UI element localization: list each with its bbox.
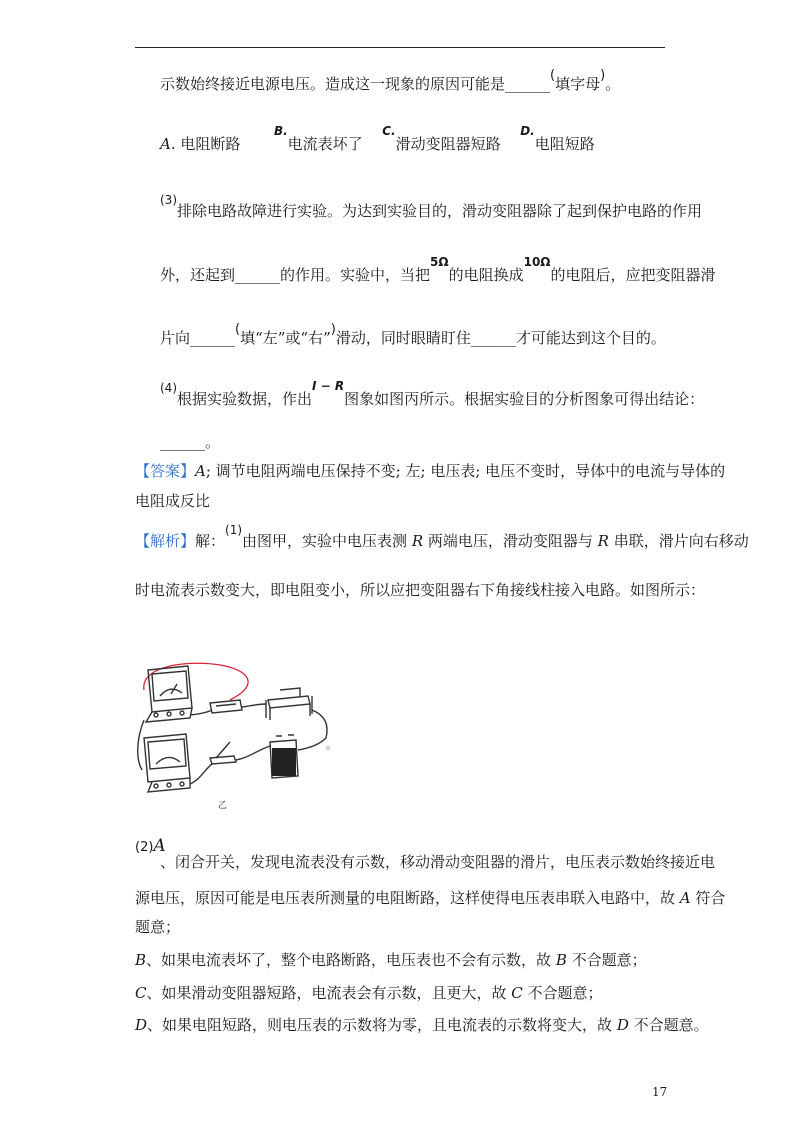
- text: 、闭合开关，发现电流表没有示数，移动滑动变阻器的滑片，电压表示数始终接近电: [160, 853, 716, 871]
- resistance-value: 5Ω: [430, 255, 449, 269]
- text: 不合题意。: [628, 1016, 709, 1034]
- part2-line-3: [135, 917, 180, 937]
- header-rule: [135, 47, 665, 48]
- switch-icon: [210, 756, 236, 764]
- text: 填“左”或“右”: [240, 329, 331, 347]
- text: 才可能达到这个目的。: [515, 329, 666, 347]
- page-number: 17: [652, 1085, 668, 1099]
- text: 示数始终接近电源电压。造成这一现象的原因可能是: [160, 75, 506, 93]
- answer-line-2: [135, 491, 210, 511]
- answer-line-1: [135, 461, 725, 481]
- text-line: [160, 68, 621, 96]
- option-letter-d: D.: [520, 124, 535, 138]
- circuit-diagram: [130, 660, 360, 820]
- text: 时电流表示数变大，即电阻变小，所以应把变阻器右下角接线柱接入电路。如图所示：: [135, 581, 706, 599]
- option-letter-b: B.: [273, 124, 288, 138]
- part2-line-d: [135, 1015, 709, 1035]
- figure-period: 。: [326, 738, 337, 751]
- text: 符合: [690, 889, 726, 907]
- answer-blank: ______: [190, 329, 236, 347]
- option-letter-a: A: [160, 135, 171, 153]
- options-line: [160, 124, 595, 155]
- question-number: (3): [160, 193, 177, 207]
- text: 填字母: [555, 75, 601, 93]
- answer-tag: 【答案】: [135, 462, 196, 480]
- text: 外，还起到: [160, 266, 236, 284]
- option-letter: B: [555, 951, 567, 969]
- answer-blank: ______: [470, 329, 516, 347]
- answer-blank: ______: [235, 266, 281, 284]
- text: 电阻成反比: [135, 492, 211, 510]
- variable-r: R: [411, 532, 424, 550]
- text: 、如果电流表坏了，整个电路断路，电压表也不会有示数，故: [146, 951, 556, 969]
- question-number: (4): [160, 381, 177, 395]
- resistor-icon: [210, 700, 242, 713]
- text: 排除电路故障进行实验。为达到实验目的，滑动变阻器除了起到保护电路的作用: [177, 202, 703, 220]
- answer-blank: ______: [505, 75, 551, 93]
- option-d-text: 电阻短路: [534, 135, 595, 153]
- text: 根据实验数据，作出: [177, 390, 313, 408]
- option-letter: D: [135, 1016, 148, 1034]
- option-letter: C: [135, 984, 147, 1002]
- part2-letter: A: [153, 836, 166, 856]
- variable-r: R: [597, 532, 609, 550]
- option-a-text: . 电阻断路: [170, 135, 241, 153]
- text: 、如果滑动变阻器短路，电流表会有示数，且更大，故: [146, 984, 512, 1002]
- option-letter-c: C.: [382, 124, 396, 138]
- part2-line-2: [135, 888, 725, 908]
- figure-label: 乙: [218, 801, 228, 811]
- text: 的电阻换成: [448, 266, 524, 284]
- part2-line-b: [135, 950, 647, 970]
- text: 两端电压，滑动变阻器与: [423, 532, 598, 550]
- question-number: (2): [135, 840, 154, 855]
- text: 由图甲，实验中电压表测: [242, 532, 412, 550]
- resistance-value: 10Ω: [523, 255, 551, 269]
- option-b-text: 电流表坏了: [287, 135, 363, 153]
- option-letter: A: [679, 889, 691, 907]
- text: 图象如图丙所示。根据实验目的分析图象可得出结论：: [344, 390, 705, 408]
- text: 源电压，原因可能是电压表所测量的电阻断路，这样使得电压表串联入电路中，故: [135, 889, 680, 907]
- option-letter: D: [616, 1016, 629, 1034]
- text: 的电阻后，应把变阻器滑: [550, 266, 716, 284]
- text: 不合题意；: [566, 951, 647, 969]
- q3-line-3: [160, 322, 666, 350]
- answer-letter: A: [195, 462, 206, 480]
- text: 不合题意；: [522, 984, 603, 1002]
- analysis-tag: 【解析】: [135, 532, 196, 550]
- q4-line-1: [160, 379, 705, 410]
- option-letter: B: [135, 951, 147, 969]
- text: 。: [205, 433, 221, 451]
- question-number: (1): [225, 523, 243, 537]
- part2-line-c: [135, 983, 603, 1003]
- option-letter: C: [511, 984, 523, 1002]
- analysis-line-1: [135, 523, 749, 552]
- paren: ): [330, 322, 336, 337]
- rheostat-icon: [268, 696, 310, 708]
- paren: ): [600, 68, 606, 83]
- battery-body: [272, 748, 296, 776]
- q4-line-2: [160, 432, 220, 452]
- q3-line-1: [160, 193, 703, 222]
- text: 。: [605, 75, 621, 93]
- text: ; 调节电阻两端电压保持不变; 左; 电压表; 电压不变时，导体中的电流与导体的: [205, 462, 726, 480]
- text: 解：: [195, 532, 226, 550]
- text: 题意；: [135, 918, 181, 936]
- i-r-label: I − R: [312, 379, 345, 393]
- analysis-line-2: [135, 580, 705, 600]
- text: 滑动，同时眼睛盯住: [335, 329, 471, 347]
- option-c-text: 滑动变阻器短路: [395, 135, 501, 153]
- text: 的作用。实验中，当把: [280, 266, 431, 284]
- text: 片向: [160, 329, 191, 347]
- paren: (: [235, 322, 241, 337]
- paren: (: [550, 68, 556, 83]
- answer-blank: ______: [160, 433, 205, 451]
- part2-line-1: [160, 852, 715, 872]
- text: 串联，滑片向右移动: [608, 532, 749, 550]
- text: 、如果电阻短路，则电压表的示数将为零，且电流表的示数将变大，故: [147, 1016, 617, 1034]
